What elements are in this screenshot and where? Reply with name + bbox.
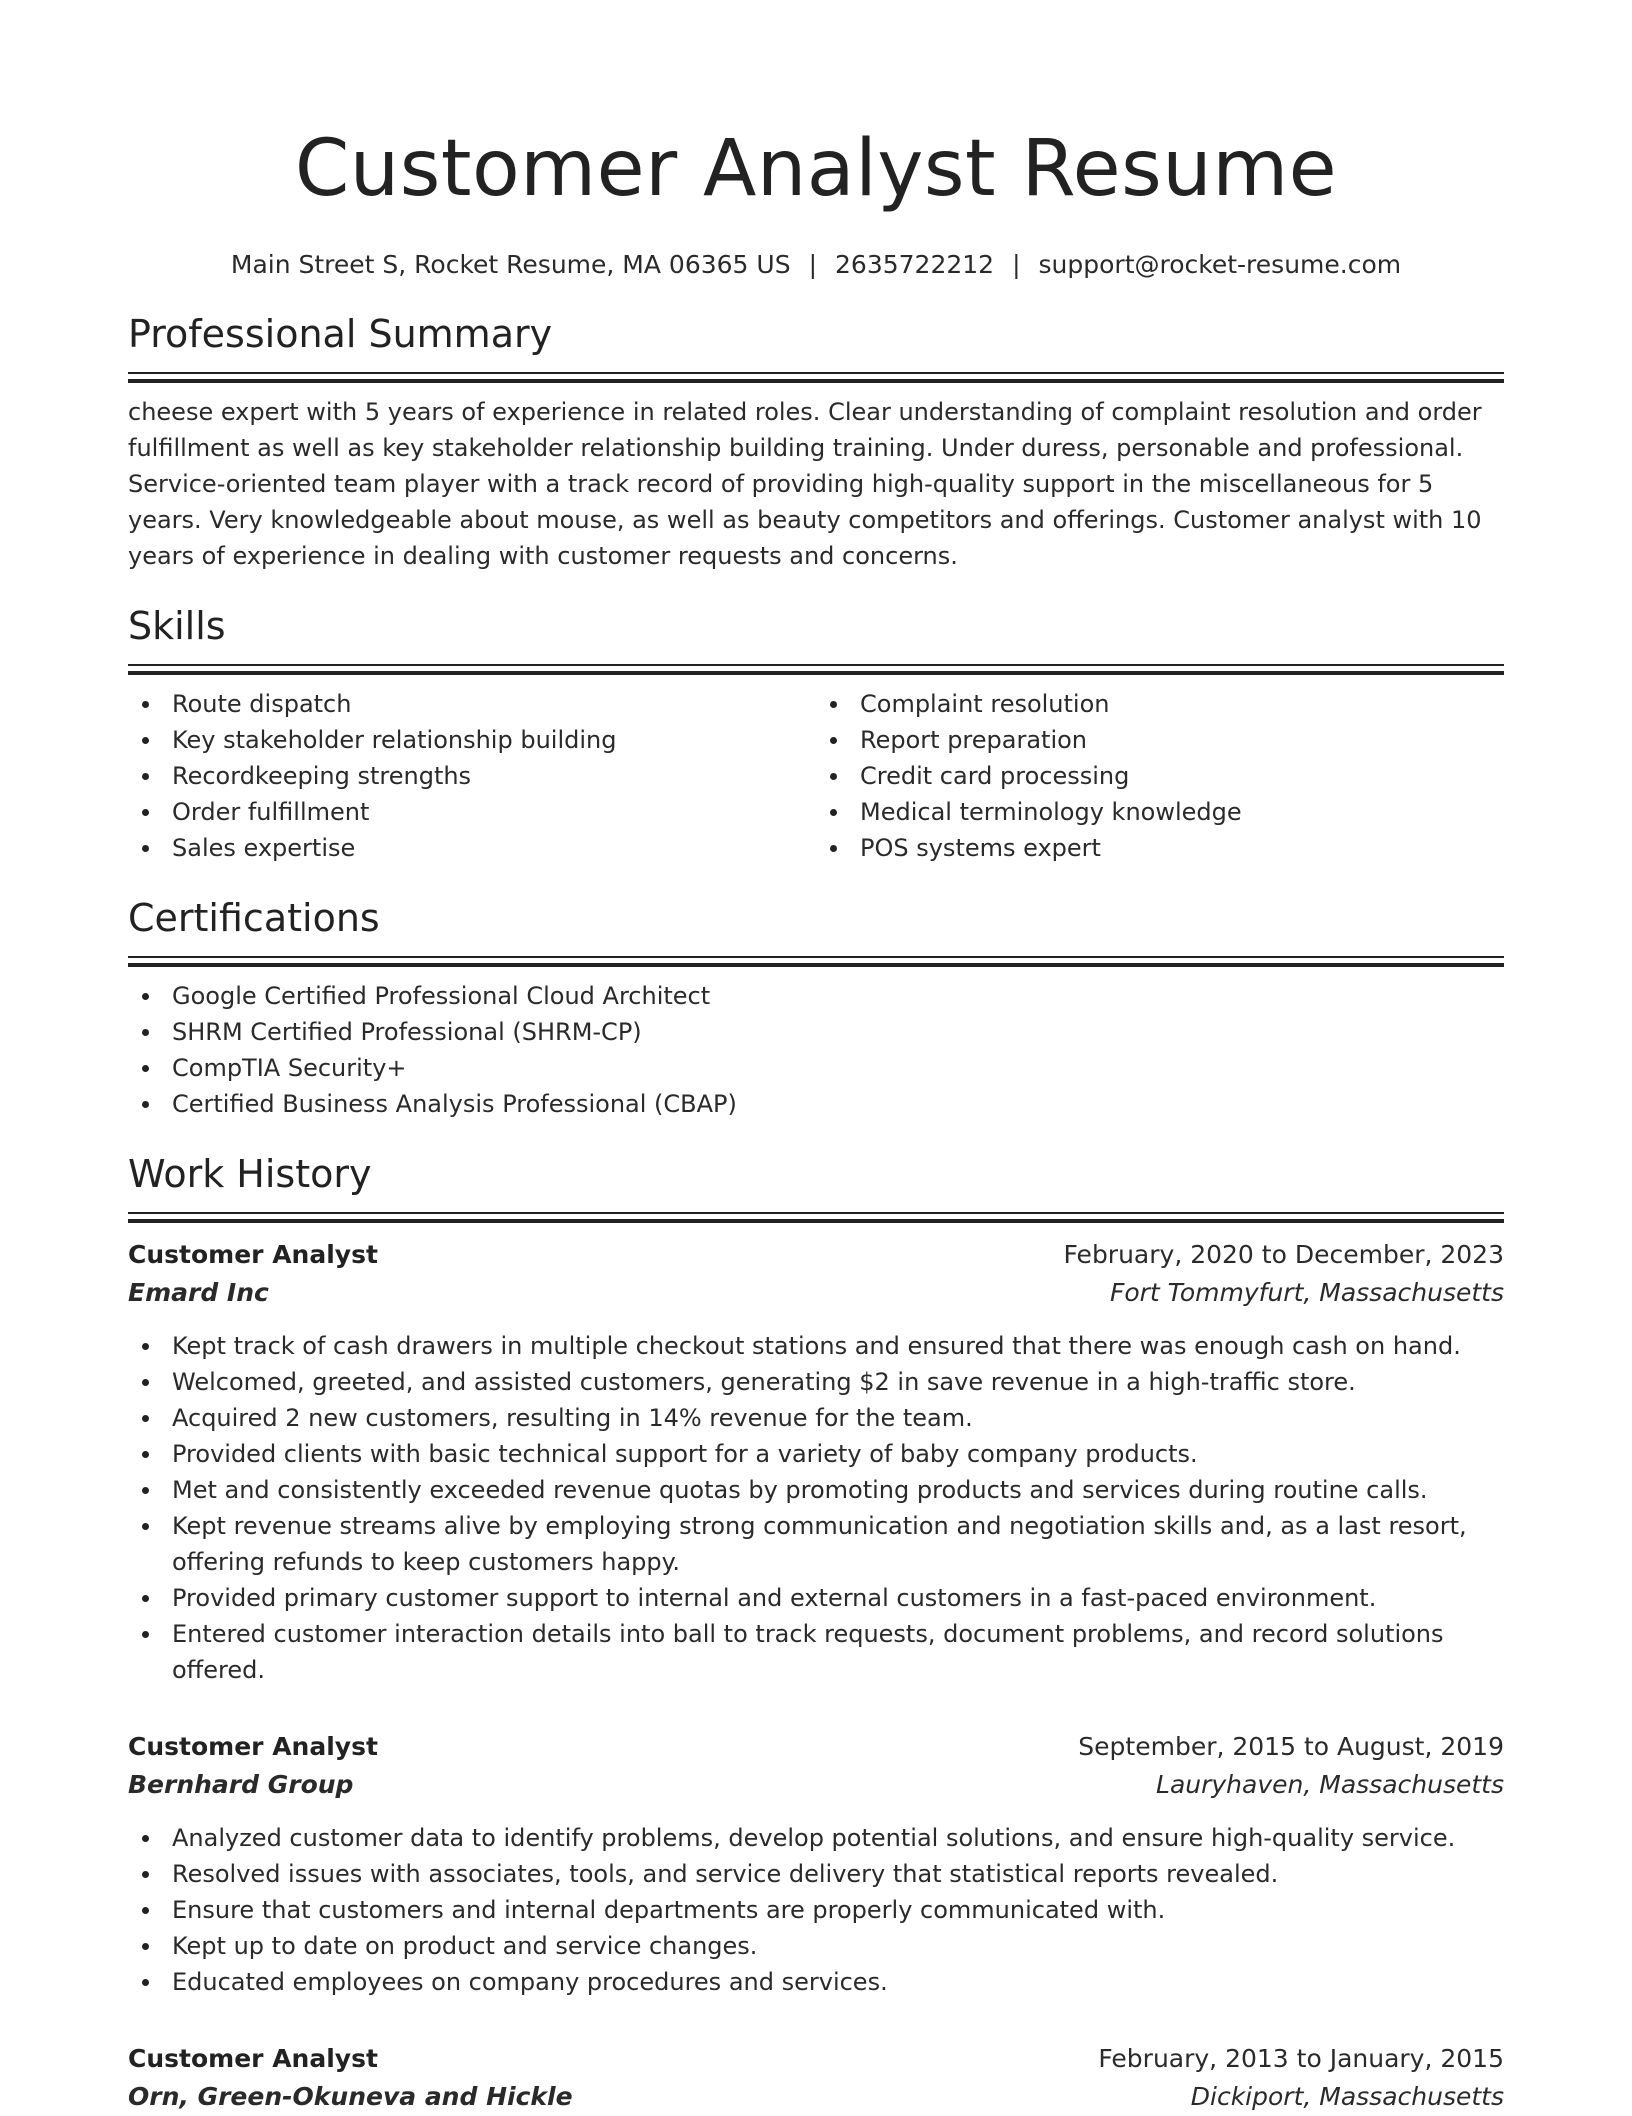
section-divider — [128, 1212, 1504, 1214]
job-entry — [128, 1236, 1504, 1688]
job-subheader — [128, 2078, 1504, 2116]
contact-separator: | — [1012, 250, 1021, 279]
job-location: Lauryhaven, Massachusetts — [1156, 1770, 1504, 1799]
job-dates: February, 2020 to December, 2023 — [1063, 1240, 1504, 1269]
job-bullet: Educated employees on company procedures and services. — [128, 1964, 1504, 2000]
summary-section — [128, 310, 1504, 574]
skill-item: Complaint resolution — [816, 686, 1504, 722]
skills-column-right — [816, 686, 1504, 866]
work-history-section — [128, 1150, 1504, 2116]
job-company: Orn, Green-Okuneva and Hickle — [128, 2082, 573, 2111]
job-bullets — [128, 1820, 1504, 2000]
contact-phone: 2635722212 — [835, 250, 995, 279]
job-bullet: Resolved issues with associates, tools, and service delivery that statistical reports revealed. — [128, 1856, 1504, 1892]
certification-item: CompTIA Security+ — [128, 1050, 1504, 1086]
certifications-heading: Certifications — [128, 896, 380, 940]
job-dates: September, 2015 to August, 2019 — [1078, 1732, 1504, 1761]
job-bullet: Met and consistently exceeded revenue quotas by promoting products and services during routine calls. — [128, 1472, 1504, 1508]
job-bullet: Welcomed, greeted, and assisted customers, generating $2 in save revenue in a high-traffic store. — [128, 1364, 1504, 1400]
job-header — [128, 2040, 1504, 2078]
skill-item: Route dispatch — [128, 686, 816, 722]
resume-title: Customer Analyst Resume — [294, 124, 1338, 214]
job-bullet: Provided primary customer support to internal and external customers in a fast-paced environment. — [128, 1580, 1504, 1616]
job-bullet: Kept revenue streams alive by employing strong communication and negotiation skills and, as a last resort, offering refunds to keep customers happy. — [128, 1508, 1504, 1580]
certification-item: Certified Business Analysis Professional (CBAP) — [128, 1086, 1504, 1122]
section-divider — [128, 372, 1504, 374]
job-entry — [128, 1728, 1504, 2000]
skills-grid — [128, 686, 1504, 866]
skill-item: Medical terminology knowledge — [816, 794, 1504, 830]
job-bullet: Analyzed customer data to identify problems, develop potential solutions, and ensure high-quality service. — [128, 1820, 1504, 1856]
job-header — [128, 1236, 1504, 1274]
job-entry — [128, 2040, 1504, 2116]
job-location: Dickiport, Massachusetts — [1190, 2082, 1504, 2111]
section-divider — [128, 664, 1504, 666]
job-bullet: Entered customer interaction details into ball to track requests, document problems, and record solutions offered. — [128, 1616, 1504, 1688]
job-company: Emard Inc — [128, 1278, 269, 1307]
certifications-section — [128, 894, 1504, 1122]
section-divider — [128, 956, 1504, 958]
skills-heading: Skills — [128, 604, 226, 648]
skill-item: Recordkeeping strengths — [128, 758, 816, 794]
certifications-list — [128, 978, 1504, 1122]
job-title: Customer Analyst — [128, 1732, 378, 1761]
skill-item: Sales expertise — [128, 830, 816, 866]
skill-item: Order fulfillment — [128, 794, 816, 830]
job-title: Customer Analyst — [128, 2044, 378, 2073]
summary-heading: Professional Summary — [128, 312, 553, 356]
certification-item: Google Certified Professional Cloud Architect — [128, 978, 1504, 1014]
job-dates: February, 2013 to January, 2015 — [1098, 2044, 1504, 2073]
job-bullet: Ensure that customers and internal departments are properly communicated with. — [128, 1892, 1504, 1928]
job-subheader — [128, 1274, 1504, 1312]
job-subheader — [128, 1766, 1504, 1804]
job-header — [128, 1728, 1504, 1766]
skill-item: Report preparation — [816, 722, 1504, 758]
contact-separator: | — [808, 250, 818, 279]
contact-email: support@rocket-resume.com — [1038, 250, 1402, 279]
job-bullet: Kept track of cash drawers in multiple checkout stations and ensured that there was enough cash on hand. — [128, 1328, 1504, 1364]
skill-item: Key stakeholder relationship building — [128, 722, 816, 758]
skill-item: Credit card processing — [816, 758, 1504, 794]
job-bullet: Acquired 2 new customers, resulting in 14% revenue for the team. — [128, 1400, 1504, 1436]
job-title: Customer Analyst — [128, 1240, 378, 1269]
skills-column-left — [128, 686, 816, 866]
summary-text: cheese expert with 5 years of experience in related roles. Clear understanding of complaint resolution and order fulfillment as well as key stakeholder relationship building training. Under duress, personable and professional. Service-oriented team player with a track record of providing high-quality support in the miscellaneous for 5 years. Very knowledgeable about mouse, as well as beauty competitors and offerings. Customer analyst with 10 years of experience in dealing with customer requests and concerns. — [128, 398, 1482, 570]
skill-item: POS systems expert — [816, 830, 1504, 866]
job-bullet: Provided clients with basic technical support for a variety of baby company products. — [128, 1436, 1504, 1472]
skills-section — [128, 602, 1504, 866]
job-location: Fort Tommyfurt, Massachusetts — [1109, 1278, 1504, 1307]
job-bullet: Kept up to date on product and service changes. — [128, 1928, 1504, 1964]
job-bullets — [128, 1328, 1504, 1688]
certification-item: SHRM Certified Professional (SHRM-CP) — [128, 1014, 1504, 1050]
contact-line — [128, 248, 1504, 282]
work-history-heading: Work History — [128, 1152, 372, 1196]
contact-address: Main Street S, Rocket Resume, MA 06365 US — [230, 250, 791, 279]
job-company: Bernhard Group — [128, 1770, 354, 1799]
